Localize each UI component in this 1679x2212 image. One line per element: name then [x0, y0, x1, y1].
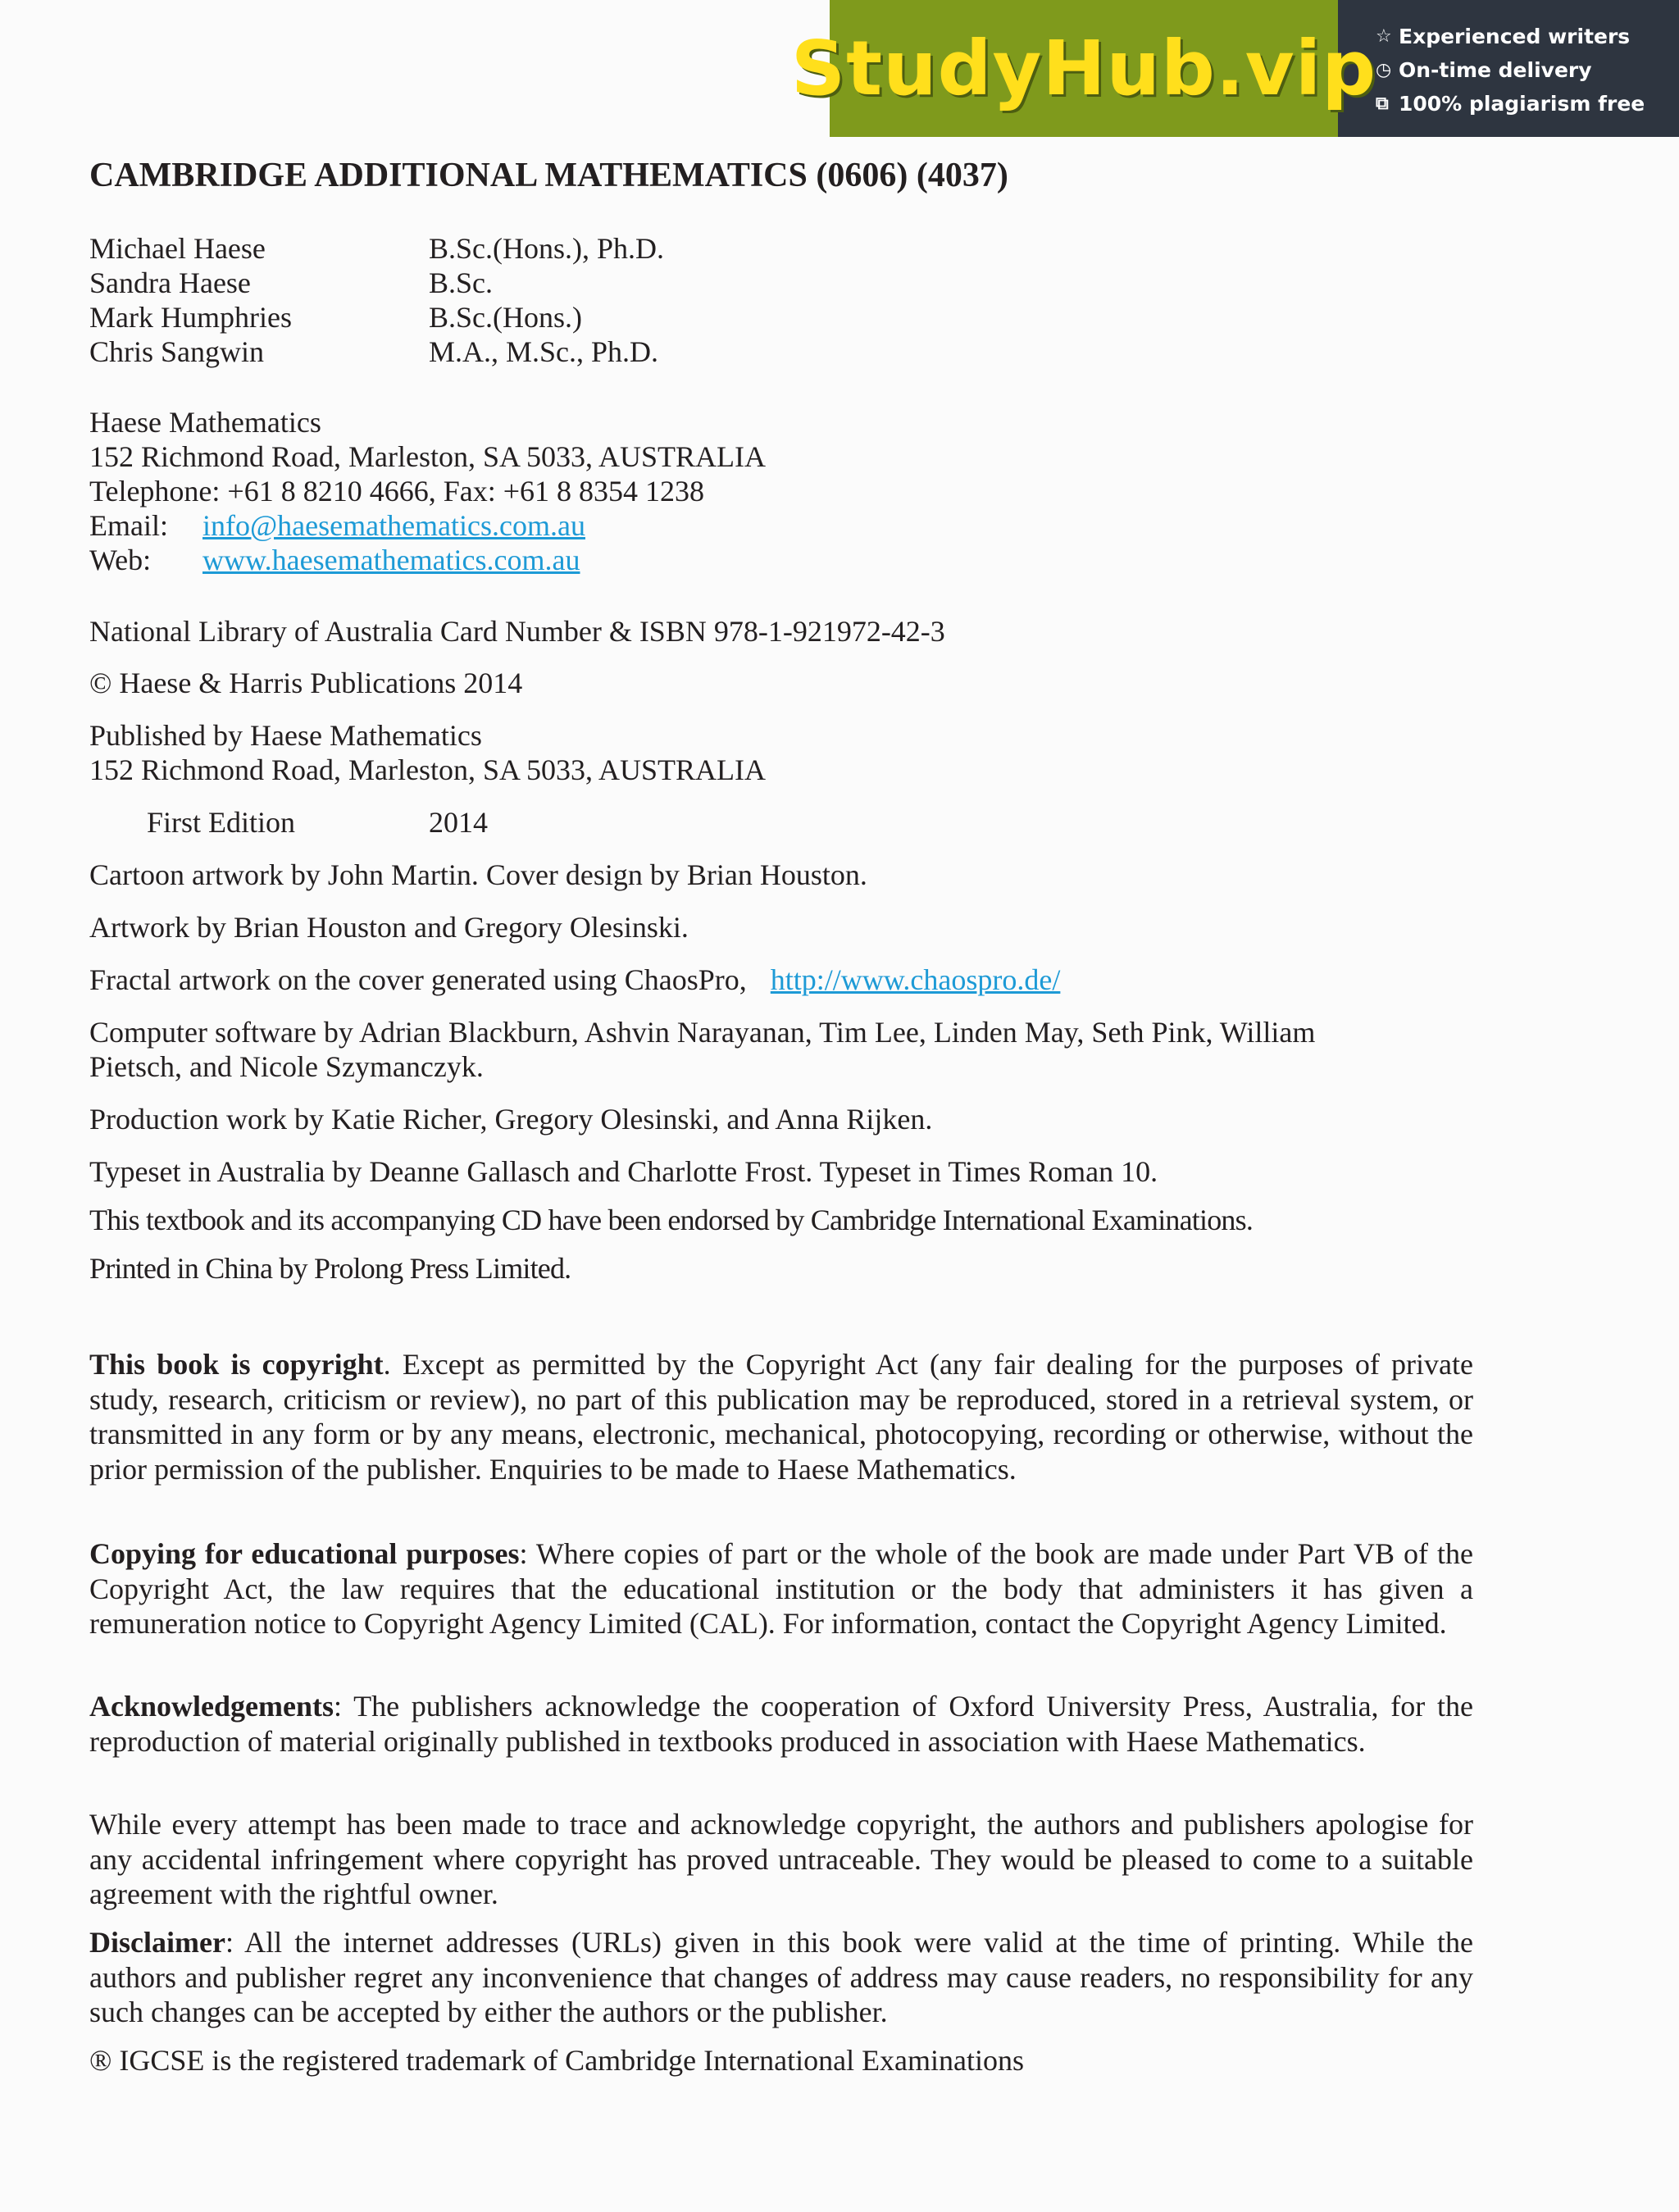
- notice-body: : All the internet addresses (URLs) given in this book were valid at the time of printing. While the authors and publisher regret any inconvenience that changes of address may cause readers, no responsibility for any such changes can be accepted by either the authors or the publisher.: [89, 1926, 1473, 2028]
- typeset-credit: Typeset in Australia by Deanne Gallasch and Charlotte Frost. Typeset in Times Roman 10.: [89, 1155, 1158, 1188]
- acknowledgements-notice: [89, 1689, 1473, 1759]
- production-credit: Production work by Katie Richer, Gregory Olesinski, and Anna Rijken.: [89, 1103, 933, 1136]
- author-name: Sandra Haese: [89, 266, 251, 299]
- page-title: CAMBRIDGE ADDITIONAL MATHEMATICS (0606) (4037): [89, 157, 1008, 194]
- feature-label: 100% plagiarism free: [1399, 92, 1645, 116]
- publisher-address: 152 Richmond Road, Marleston, SA 5033, AUSTRALIA: [89, 440, 766, 473]
- disclaimer-notice: [89, 1925, 1473, 2030]
- feature-experienced-writers: [1376, 20, 1679, 53]
- publisher-name: Haese Mathematics: [89, 406, 321, 439]
- star-icon: ☆: [1376, 26, 1392, 47]
- notice-heading: Disclaimer: [89, 1926, 225, 1959]
- author-row: [89, 266, 494, 300]
- copyright-notice: [89, 1347, 1473, 1486]
- chaospro-link[interactable]: http://www.chaospro.de/: [770, 963, 1061, 996]
- author-row: [89, 300, 582, 335]
- web-link[interactable]: www.haesemathematics.com.au: [202, 544, 580, 576]
- software-credit-line-2: Pietsch, and Nicole Szymanczyk.: [89, 1050, 484, 1083]
- fractal-credit: [89, 963, 1060, 997]
- banner-logo-area: [790, 0, 1377, 137]
- clock-icon: ◷: [1376, 60, 1392, 80]
- author-quals: M.A., M.Sc., Ph.D.: [429, 335, 659, 368]
- fractal-text: Fractal artwork on the cover generated using ChaosPro,: [89, 963, 747, 996]
- publisher-email-row: [89, 508, 585, 543]
- isbn-line: National Library of Australia Card Number & ISBN 978-1-921972-42-3: [89, 615, 945, 648]
- trademark-line: ® IGCSE is the registered trademark of Cambridge International Examinations: [89, 2044, 1025, 2077]
- notice-body: . Except as permitted by the Copyright Act (any fair dealing for the purposes of private study, research, criticism or review), no part of this publication may be reproduced, stored in a retrieval system, or transmitted in any form or by any means, electronic, mechanical, photocopying, recording or otherwise, without the prior permission of the publisher. Enquiries to be made to Haese Mathematics.: [89, 1348, 1473, 1486]
- author-row: [89, 231, 665, 266]
- feature-label: On-time delivery: [1399, 58, 1592, 82]
- author-name: Chris Sangwin: [89, 335, 265, 368]
- author-quals: B.Sc.: [429, 266, 494, 299]
- copyright-line: © Haese & Harris Publications 2014: [89, 667, 523, 699]
- notice-body: : The publishers acknowledge the cooperation of Oxford University Press, Australia, for the reproduction of material originally published in textbooks produced in association with Haese Mathematics.: [89, 1690, 1473, 1758]
- notice-body: : Where copies of part or the whole of the book are made under Part VB of the Copyright Act, the law requires that the educational institution or the body that administers it has given a remuneration notice to Copyright Agency Limited (CAL). For information, contact the Copyright Agency Limited.: [89, 1537, 1474, 1640]
- author-name: Mark Humphries: [89, 301, 292, 334]
- publisher-phone: Telephone: +61 8 8210 4666, Fax: +61 8 8354 1238: [89, 475, 705, 507]
- artwork-credit: Artwork by Brian Houston and Gregory Olesinski.: [89, 911, 689, 944]
- software-credit-line-1: Computer software by Adrian Blackburn, Ashvin Narayanan, Tim Lee, Linden May, Seth Pink, William: [89, 1016, 1316, 1049]
- copy-icon: ⧉: [1376, 93, 1389, 114]
- printed-line: Printed in China by Prolong Press Limited.: [89, 1252, 571, 1285]
- attempt-notice: While every attempt has been made to trace and acknowledge copyright, the authors and publishers apologise for any accidental infringement where copyright has proved untraceable. They would be pleased to come to a suitable agreement with the rightful owner.: [89, 1808, 1473, 1910]
- notice-heading: Copying for educational purposes: [89, 1537, 520, 1570]
- feature-label: Experienced writers: [1399, 25, 1631, 48]
- notice-heading: Acknowledgements: [89, 1690, 334, 1723]
- cartoon-credit: Cartoon artwork by John Martin. Cover design by Brian Houston.: [89, 858, 867, 891]
- notice-heading: This book is copyright: [89, 1348, 384, 1381]
- author-quals: B.Sc.(Hons.): [429, 301, 582, 334]
- studyhub-banner[interactable]: [790, 0, 1679, 137]
- publisher-web-row: [89, 543, 580, 577]
- author-name: Michael Haese: [89, 232, 266, 265]
- author-quals: B.Sc.(Hons.), Ph.D.: [429, 232, 665, 265]
- email-link[interactable]: info@haesemathematics.com.au: [202, 509, 585, 542]
- email-label: Email:: [89, 509, 168, 542]
- published-by: Published by Haese Mathematics: [89, 719, 482, 752]
- web-label: Web:: [89, 544, 152, 576]
- author-row: [89, 335, 659, 369]
- banner-features: [1338, 0, 1679, 137]
- studyhub-logo: StudyHub.vip: [790, 25, 1377, 112]
- feature-on-time-delivery: [1376, 53, 1679, 87]
- published-address: 152 Richmond Road, Marleston, SA 5033, AUSTRALIA: [89, 753, 766, 786]
- feature-plagiarism-free: [1376, 87, 1679, 121]
- educational-notice: [89, 1536, 1473, 1641]
- edition-year: 2014: [429, 806, 488, 839]
- edition-label: First Edition: [147, 806, 296, 839]
- endorsement-line: This textbook and its accompanying CD have been endorsed by Cambridge International Examinations.: [89, 1204, 1254, 1236]
